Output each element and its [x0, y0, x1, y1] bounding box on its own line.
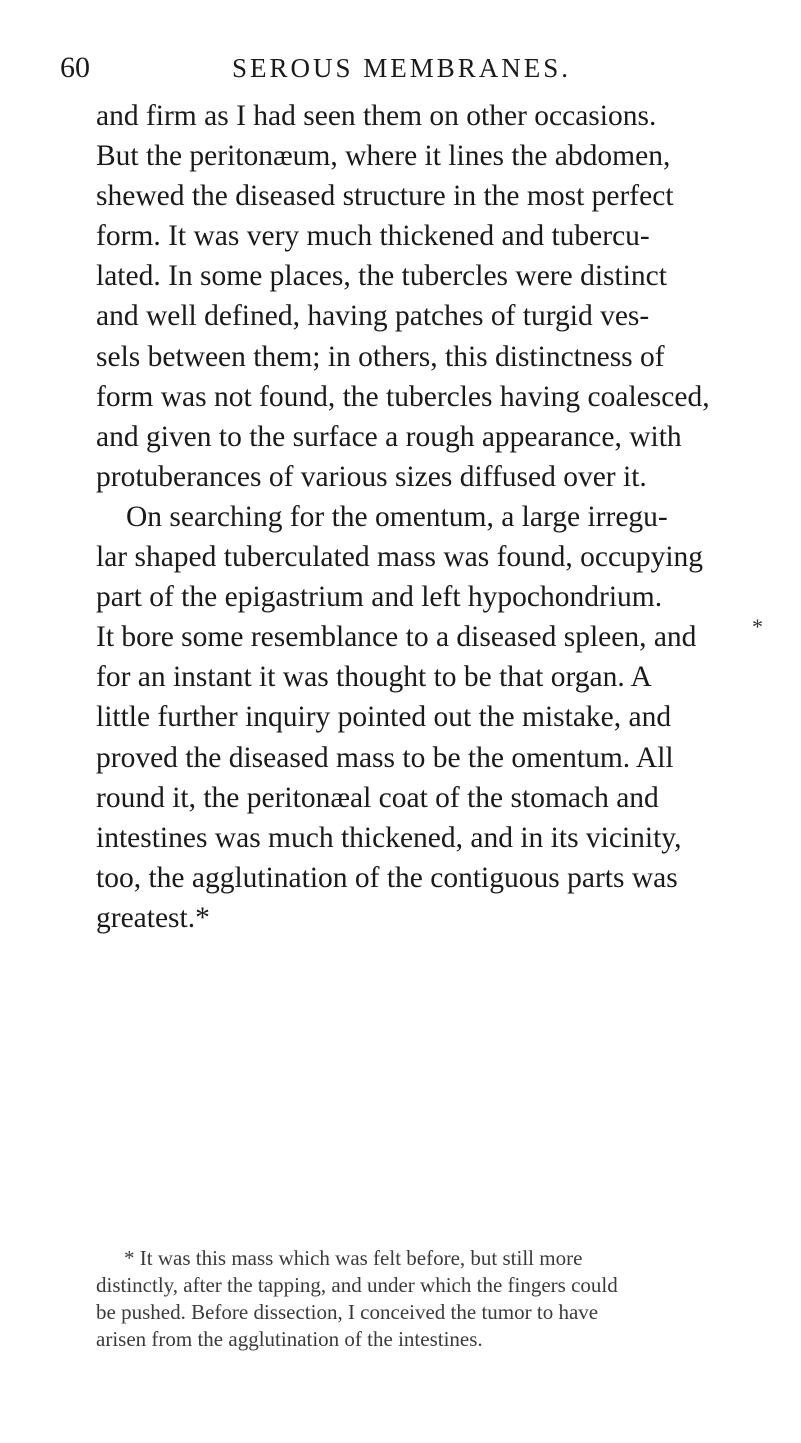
body-line: little further inquiry pointed out the mistake, and	[96, 701, 672, 734]
body-line: sels between them; in others, this distinctness of	[96, 340, 665, 373]
body-line: part of the epigastrium and left hypochondrium.	[96, 581, 663, 614]
footnote-line: arisen from the agglutination of the intestines.	[96, 1327, 483, 1351]
margin-asterisk: *	[752, 614, 763, 639]
body-line: form was not found, the tubercles having coalesced,	[96, 380, 710, 413]
body-line: It bore some resemblance to a diseased spleen, and	[96, 621, 697, 654]
body-line: lar shaped tuberculated mass was found, occupying	[96, 541, 704, 574]
body-line: proved the diseased mass to be the omentum. All	[96, 741, 674, 774]
body-line: form. It was very much thickened and tubercu-	[96, 220, 650, 253]
body-line: round it, the peritonæal coat of the stomach and	[96, 781, 659, 814]
body-line: too, the agglutination of the contiguous parts was	[96, 861, 678, 894]
footnote-line: be pushed. Before dissection, I conceived the tumor to have	[96, 1300, 599, 1324]
body-line: and given to the surface a rough appearance, with	[96, 420, 682, 453]
body-line: intestines was much thickened, and in its vicinity,	[96, 821, 682, 854]
page-header	[60, 48, 750, 88]
body-line: lated. In some places, the tubercles were distinct	[96, 260, 667, 293]
footnote-line: * It was this mass which was felt before, but still more	[124, 1246, 583, 1270]
footnote-line: distinctly, after the tapping, and under which the fingers could	[96, 1273, 618, 1297]
body-line: and well defined, having patches of turgid ves-	[96, 300, 650, 333]
body-line: But the peritonæum, where it lines the abdomen,	[96, 140, 671, 173]
running-head: SEROUS MEMBRANES.	[232, 53, 572, 83]
body-line: greatest.*	[96, 901, 210, 934]
body-line: On searching for the omentum, a large irregu-	[126, 500, 668, 533]
footnote	[96, 1245, 736, 1353]
body-line: for an instant it was thought to be that organ. A	[96, 661, 652, 694]
body-line: and firm as I had seen them on other occasions.	[96, 100, 657, 132]
page-number: 60	[60, 51, 90, 84]
body-text	[96, 96, 736, 938]
body-line: protuberances of various sizes diffused over it.	[96, 460, 647, 493]
body-line: shewed the diseased structure in the most perfect	[96, 180, 674, 213]
